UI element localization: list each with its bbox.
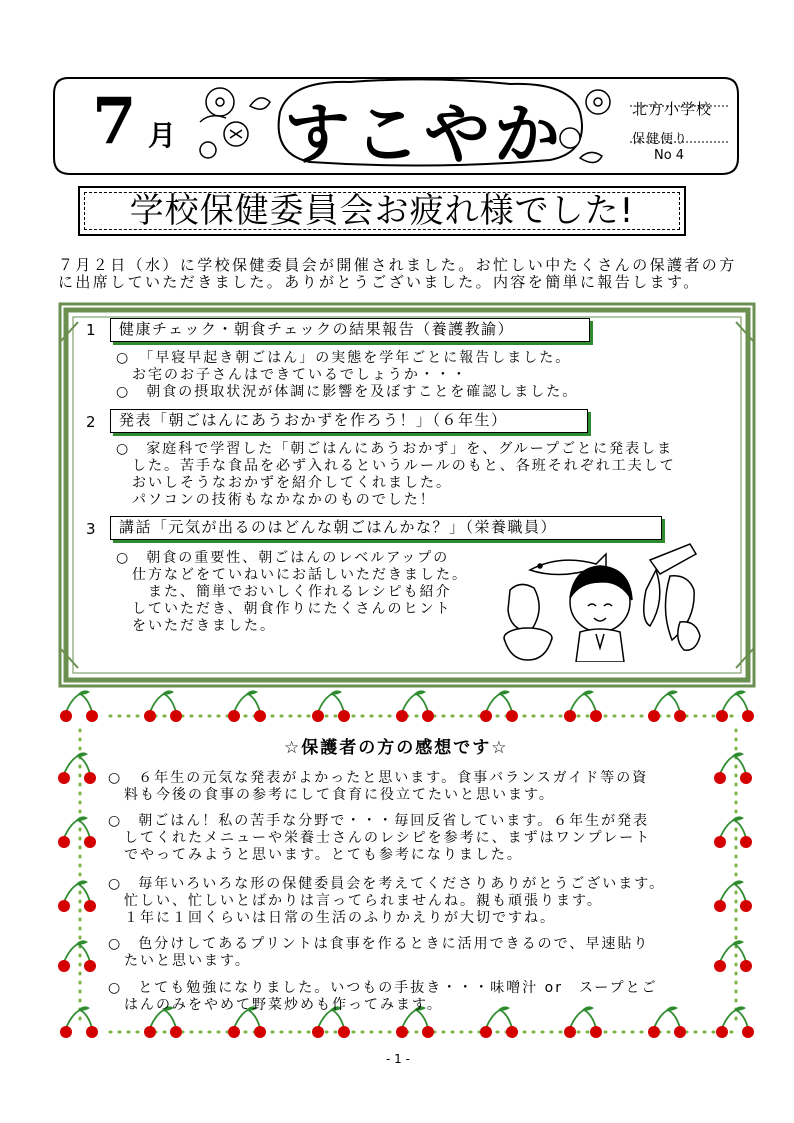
impression-line: ○ とても勉強になりました。いつもの手抜き・・・味噌汁 or スープとご xyxy=(108,980,658,996)
impression-line: １年に１回くらいは日常の生活のふりかえりが大切ですね。 xyxy=(108,910,556,926)
impressions-title: ☆保護者の方の感想です☆ xyxy=(284,738,509,758)
impression-line: ○ ６年生の元気な発表がよかったと思います。食事バランスガイド等の資 xyxy=(108,770,649,786)
item-body-line: していただき、朝食作りにたくさんのヒント xyxy=(116,601,452,617)
item-body-line: した。苦手な食品を必ず入れるというルールのもと、各班それぞれ工夫して xyxy=(116,458,676,474)
page-number: - 1 - xyxy=(386,1052,410,1066)
item-body-line: 仕方などをていねいにお話しいただきました。 xyxy=(116,567,468,583)
morning-glory-icon xyxy=(200,88,270,158)
item-number: 2 xyxy=(86,413,96,431)
newsletter-title: すこやか xyxy=(284,96,564,173)
impression-line: してくれたメニューや栄養士さんのレシピを参考に、まずはワンプレート xyxy=(108,830,652,846)
newsletter-type: 保健便り xyxy=(632,132,689,147)
item-number: 1 xyxy=(86,321,96,339)
headline: 学校保健委員会お疲れ様でした! xyxy=(129,191,635,231)
impression-line: ○ 色分けしてあるプリントは食事を作るときに活用できるので、早速貼り xyxy=(108,936,650,952)
intro-line: に出席していただきました。ありがとうございました。内容を簡単に報告します。 xyxy=(58,273,701,291)
item-body-line: おいしそうなおかずを紹介してくれました。 xyxy=(116,475,452,491)
item-body-line: をいただきました。 xyxy=(116,618,276,634)
impression-line: ○ 毎年いろいろな形の保健委員会を考えてくださりありがとうございます。 xyxy=(108,876,666,892)
item-body-line: ○ 家庭科で学習した「朝ごはんにあうおかず」を、グループごとに発表しま xyxy=(116,441,674,457)
impression-line: たいと思います。 xyxy=(108,953,251,969)
item-body-line: ○ 朝食の重要性、朝ごはんのレベルアップの xyxy=(116,550,450,566)
school-name: 北方小学校 xyxy=(632,100,713,118)
item-title: 発表「朝ごはんにあうおかずを作ろう！」（６年生） xyxy=(110,409,588,433)
issue-number: No 4 xyxy=(654,148,685,163)
impression-line: でやってみようと思います。とても参考になりました。 xyxy=(108,847,523,863)
impression-line: 料も今後の食事の参考にして食育に役立てたいと思います。 xyxy=(108,787,555,803)
month-number: 7 xyxy=(92,84,137,159)
item-body-line: パソコンの技術もなかなかのものでした！ xyxy=(116,492,436,508)
item-title: 講話「元気が出るのはどんな朝ごはんかな？」（栄養職員） xyxy=(110,516,662,540)
month-suffix: 月 xyxy=(148,119,177,152)
item-body-line: ○ 「早寝早起き朝ごはん」の実態を学年ごとに報告しました。 xyxy=(116,350,572,366)
item-title: 健康チェック・朝食チェックの結果報告（養護教諭） xyxy=(110,318,590,342)
item-body-line: お宅のお子さんはできているでしょうか・・・ xyxy=(116,367,468,383)
impression-line: 忙しい、忙しいとばかりは言ってられませんね。親も頑張ります。 xyxy=(108,893,603,909)
breakfast-girl-illustration xyxy=(500,540,712,662)
item-body-line: ○ 朝食の摂取状況が体調に影響を及ぼすことを確認しました。 xyxy=(116,384,579,400)
impression-line: ○ 朝ごはん！私の苦手な分野で・・・毎回反省しています。６年生が発表 xyxy=(108,813,650,829)
intro-line: ７月２日（水）に学校保健委員会が開催されました。お忙しい中たくさんの保護者の方 xyxy=(58,256,737,274)
item-body-line: また、簡単でおいしく作れるレシピも紹介 xyxy=(116,584,452,600)
impression-line: はんのみをやめて野菜炒めも作ってみます。 xyxy=(108,997,443,1013)
item-number: 3 xyxy=(86,520,96,538)
